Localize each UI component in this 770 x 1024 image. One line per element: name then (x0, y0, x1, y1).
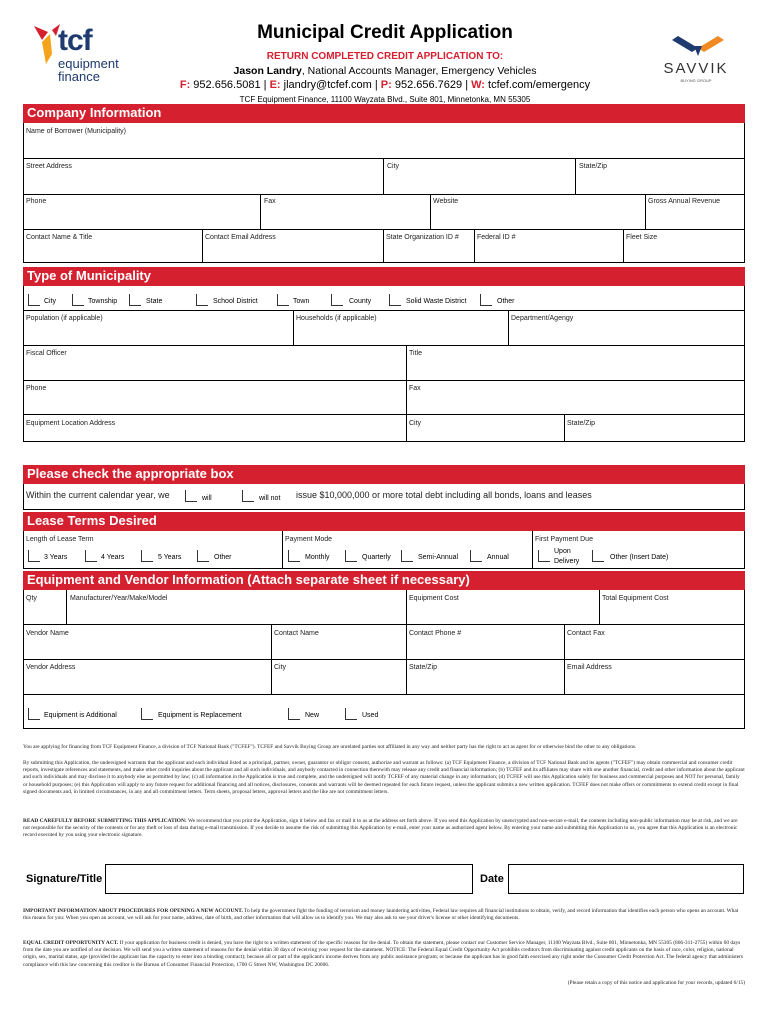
checkbox-will-not[interactable] (242, 490, 254, 502)
title-label: Title (409, 350, 422, 357)
checkbox-town[interactable] (277, 294, 289, 306)
contact-phone: 952.656.5081 | (190, 79, 270, 91)
option-replacement: Equipment is Replacement (158, 712, 242, 719)
checkbox-solid-waste[interactable] (389, 294, 401, 306)
lease-terms-box (23, 531, 745, 569)
option-3-years: 3 Years (44, 554, 68, 561)
option-county: County (349, 298, 372, 305)
date-label: Date (480, 873, 504, 885)
checkbox-other-date[interactable] (592, 550, 604, 562)
municipality-type-heading: Type of Municipality (23, 267, 745, 286)
checkbox-new[interactable] (288, 708, 300, 720)
ecoa-paragraph (23, 940, 745, 969)
website-label: Website (433, 198, 459, 205)
checkbox-quarterly[interactable] (345, 550, 357, 562)
checkbox-city[interactable] (28, 294, 40, 306)
debt-suffix: issue $10,000,000 or more total debt including all bonds, loans and leases (296, 490, 592, 500)
location-state-zip-label: State/Zip (567, 420, 596, 427)
option-school-district: School District (213, 298, 258, 305)
checkbox-annual[interactable] (470, 550, 482, 562)
payment-mode-label: Payment Mode (285, 536, 333, 543)
option-township: Township (88, 298, 118, 305)
checkbox-5-years[interactable] (141, 550, 153, 562)
equipment-location-label: Equipment Location Address (26, 420, 116, 427)
checkbox-state[interactable] (129, 294, 141, 306)
checkbox-monthly[interactable] (288, 550, 300, 562)
checkbox-3-years[interactable] (28, 550, 40, 562)
vendor-name-label: Vendor Name (26, 630, 69, 637)
label-w: W: (471, 79, 485, 91)
qty-label: Qty (26, 595, 37, 602)
vendor-contact-name-label: Contact Name (274, 630, 319, 637)
retain-note: (Please retain a copy of this notice and application for your records, updated 6/15) (567, 980, 745, 986)
contact-email[interactable]: jlandry@tcfef.com | (280, 79, 381, 91)
checkbox-upon-delivery[interactable] (538, 550, 550, 562)
option-upon-2: Delivery (554, 558, 580, 565)
borrower-name-field[interactable] (23, 137, 745, 157)
state-zip-label: State/Zip (579, 163, 608, 170)
option-will: will (202, 495, 212, 502)
state-org-id-label: State Organization ID # (386, 234, 459, 241)
checkbox-other[interactable] (480, 294, 492, 306)
lease-length-label: Length of Lease Term (26, 536, 94, 543)
population-label: Population (if applicable) (26, 315, 103, 322)
checkbox-4-years[interactable] (85, 550, 97, 562)
tcf-subtitle-1: equipment (58, 56, 119, 71)
department-label: Department/Agengy (511, 315, 574, 322)
gross-revenue-label: Gross Annual Revenue (648, 198, 720, 205)
procedures-body: To help the government fight the funding of terrorism and money laundering activities, Federal law requires all financial institutions to obtain, verify, and record information that identifies each person who opens an account. What this means for you: When you open an account, we will ask for your name, address, date of birth, and other information that will allow us to identify you. We may also ask to see your driver's license or other identifying documents. (23, 908, 739, 922)
contact-email-label: Contact Email Address (205, 234, 276, 241)
ecoa-heading: EQUAL CREDIT OPPORTUNITY ACT. (23, 940, 119, 946)
option-additional: Equipment is Additional (44, 712, 117, 719)
households-label: Households (if applicable) (296, 315, 377, 322)
option-will-not: will not (259, 495, 281, 502)
checkbox-additional[interactable] (28, 708, 40, 720)
contact-fax: 952.656.7629 | (391, 79, 472, 91)
checkbox-school-district[interactable] (196, 294, 208, 306)
vendor-city-label: City (274, 664, 287, 671)
federal-id-label: Federal ID # (477, 234, 516, 241)
first-payment-label: First Payment Due (535, 536, 593, 543)
tcf-subtitle-2: finance (58, 69, 100, 84)
read-carefully-heading: READ CAREFULLY BEFORE SUBMITTING THIS APPLICATION: (23, 818, 187, 824)
check-box-heading: Please check the appropriate box (23, 465, 745, 484)
read-carefully-paragraph (23, 818, 745, 840)
total-cost-label: Total Equipment Cost (602, 595, 669, 602)
option-annual: Annual (487, 554, 509, 561)
vendor-address-label: Vendor Address (26, 664, 76, 671)
company-address: TCF Equipment Finance, 11100 Wayzata Blvd., Suite 801, Minnetonka, MN 55305 (239, 95, 531, 104)
vendor-contact-phone-label: Contact Phone # (409, 630, 462, 637)
lease-terms-heading: Lease Terms Desired (23, 512, 745, 531)
option-other-length: Other (214, 554, 232, 561)
option-city: City (44, 298, 57, 305)
label-f: F: (179, 79, 191, 91)
option-semi-annual: Semi-Annual (418, 554, 459, 561)
vendor-email-label: Email Address (567, 664, 612, 671)
option-other: Other (497, 298, 515, 305)
fiscal-officer-label: Fiscal Officer (26, 350, 67, 357)
contact-role: , National Accounts Manager, Emergency Vehicles (301, 65, 537, 77)
option-used: Used (362, 712, 379, 719)
fax-label: Fax (264, 198, 276, 205)
option-monthly: Monthly (305, 554, 330, 561)
savvik-wordmark: SAVVIK (663, 60, 729, 77)
page-title: Municipal Credit Application (257, 22, 513, 43)
return-line: RETURN COMPLETED CREDIT APPLICATION TO: (266, 51, 504, 62)
checkbox-semi-annual[interactable] (401, 550, 413, 562)
equipment-cost-label: Equipment Cost (409, 595, 459, 602)
tcf-wordmark: tcf (58, 24, 92, 57)
company-info-heading: Company Information (23, 104, 745, 123)
contact-name: Jason Landry (233, 65, 302, 77)
street-address-label: Street Address (26, 163, 72, 170)
debt-prefix: Within the current calendar year, we (26, 490, 170, 500)
option-other-date: Other (Insert Date) (610, 554, 669, 561)
checkbox-used[interactable] (345, 708, 357, 720)
savvik-subtitle: BUYING GROUP (680, 78, 712, 83)
date-field[interactable] (508, 864, 744, 894)
option-4-years: 4 Years (101, 554, 125, 561)
disclaimer-paragraph: You are applying for financing from TCF Equipment Finance, a division of TCF National Bank ("TCFEF"). TCFEF and Savvik Buying Group are unrelated parties not affiliated in any way and neither party has the right to act as agent for or otherwise bind the other to any obligations. (23, 744, 637, 750)
signature-field[interactable] (105, 864, 473, 894)
checkbox-replacement[interactable] (141, 708, 153, 720)
label-e: E: (269, 79, 281, 91)
officer-phone-label: Phone (26, 385, 47, 392)
savvik-mark-icon (668, 34, 728, 58)
option-state: State (146, 298, 163, 305)
option-5-years: 5 Years (158, 554, 182, 561)
checkbox-county[interactable] (331, 294, 343, 306)
contact-name-title-label: Contact Name & Title (26, 234, 93, 241)
option-town: Town (293, 298, 310, 305)
option-solid-waste: Solid Waste District (406, 298, 467, 305)
option-quarterly: Quarterly (362, 554, 391, 561)
option-new: New (305, 712, 320, 719)
fleet-size-label: Fleet Size (626, 234, 658, 241)
signature-label: Signature/Title (26, 873, 103, 885)
procedures-heading: IMPORTANT INFORMATION ABOUT PROCEDURES FOR OPENING A NEW ACCOUNT. (23, 908, 243, 914)
vendor-contact-fax-label: Contact Fax (567, 630, 605, 637)
checkbox-township[interactable] (72, 294, 84, 306)
checkbox-will[interactable] (185, 490, 197, 502)
phone-label: Phone (26, 198, 47, 205)
procedures-paragraph (23, 908, 745, 922)
borrower-name-label: Name of Borrower (Municipality) (26, 128, 126, 135)
equipment-heading: Equipment and Vendor Information (Attach separate sheet if necessary) (23, 571, 745, 590)
ecoa-body: If your application for business credit is denied, you have the right to a written statement of the specific reasons for the denial. To obtain the statement, please contact our Customer Service Manager, 11100 Wayzata Blvd., Suite 801, Minnetonka, MN 55305 (866-311-2755) within 60 days from the date you are notified of our decision. We will send you a written statement of reasons for the denial within 30 days of receiving your request for the statement. NOTICE: The Federal Equal Credit Opportunity Act prohibits creditors from discriminating against credit applicants on the basis of race, color, religion, national origin, sex, marital status, age (provided the applicant has the capacity to enter into a binding contract); because all or part of the applicant's income derives from any public assistance program; or because the applicant has in good faith exercised any right under the Consumer Credit Protection Act. The federal agency that administers compliance with this law concerning this creditor is the Bureau of Consumer Financial Protection, 1700 G Street NW, Washington DC 20006. (23, 940, 743, 968)
manufacturer-label: Manufacturer/Year/Make/Model (70, 595, 168, 602)
checkbox-other-length[interactable] (197, 550, 209, 562)
city-label: City (387, 163, 400, 170)
option-upon-1: Upon (554, 548, 571, 555)
contact-web[interactable]: tcfef.com/emergency (484, 79, 591, 91)
label-p: P: (380, 79, 392, 91)
read-carefully-body: We recommend that you print the Application, sign it below and fax or mail it to us at the address set forth above. If you send this Application by unencrypted and non-secure e-mail, the contents including non-public information may be at risk, and we are not responsible for the security of the contents or for any theft or loss of data during e-mail transmission. If you decide to assume the risk of submitting this Application by e-mail, enter your name as authorized agent below. By entering your name and submitting this Application to us, you agree that this Application is an electronic record executed by you using your electronic signature. (23, 818, 738, 839)
location-city-label: City (409, 420, 422, 427)
vendor-state-zip-label: State/Zip (409, 664, 438, 671)
officer-fax-label: Fax (409, 385, 421, 392)
consent-paragraph: By submitting this Application, the undersigned warrants that the applicant and each individual listed as a principal, partner, owner, guarantor or obligor consent, authorize and warrant as follows: (a) TCF Equipment Finance, a division of TCF National Bank and its agents ("TCFEF") may obtain commercial and consumer credit reports, investigate references and statements, and make other credit inquiries about the applicant and all such individuals, and anybody contacted in connection therewith may release any credit and financial information; (b) TCFEF and its affiliates may share with one another financial, credit and other information about the applicant and such individuals and may disclose it to anybody else as permitted by law; (c) all information in the Application is true and complete, and the undersigned will notify TCFEF of any material change in any information; (d) TCFEF will use this Application solely for business and commercial purposes and NOT for personal, family or household purposes; (e) this Application will apply to any future request for additional financing and all notices, disclosures, consents and warrants will be deemed repeated for each future request, unless the applicant submits a new written application. TCFEF does not make offers or commitments to extend credit except in final signed documents and, in limited circumstances, in any and all commitment letters. Term sheets, proposal letters, approval letters and the like are not commitment letters. (23, 760, 745, 795)
savvik-logo (648, 34, 744, 92)
